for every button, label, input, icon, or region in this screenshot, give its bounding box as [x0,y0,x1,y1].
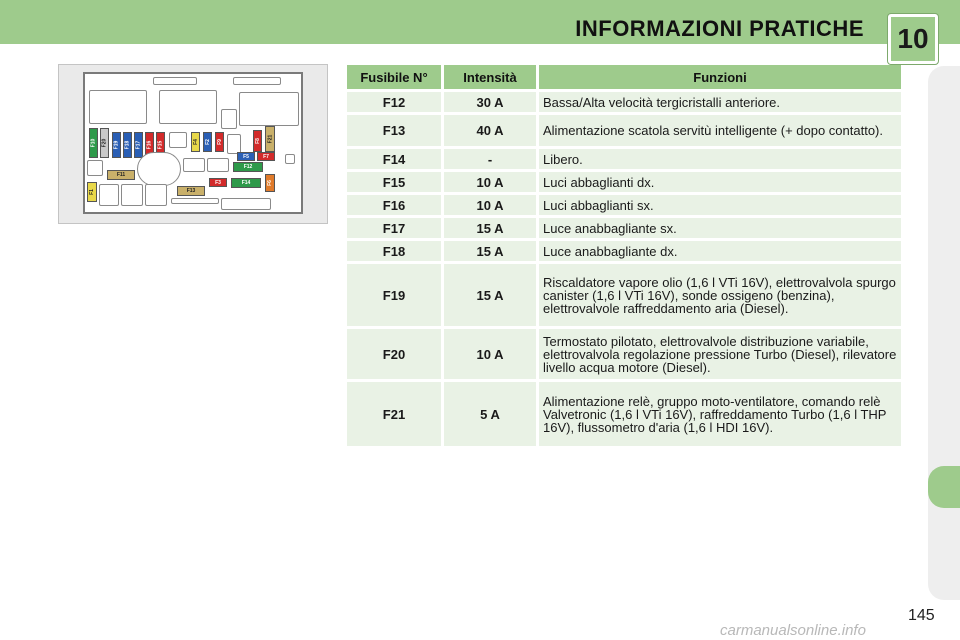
cell-function: Luce anabbagliante sx. [539,218,901,238]
header-amperage: Intensità [444,65,536,89]
table-row [347,218,901,238]
cell-fuse: F14 [347,149,441,169]
cell-fuse: F16 [347,195,441,215]
diagram-slot [169,132,187,148]
diagram-relay [89,90,147,124]
table-row [347,241,901,261]
diagram-slot [221,198,271,210]
side-chapter-tab[interactable] [928,466,960,508]
fuse-f15: F15 [156,132,165,158]
diagram-slot [99,184,119,206]
diagram-slot [87,160,103,176]
cell-fuse: F21 [347,382,441,446]
cell-function: Libero. [539,149,901,169]
fuse-f18: F18 [123,132,132,158]
fuse-f1: F1 [87,182,97,202]
diagram-slot [233,77,281,85]
fuse-f16: F16 [145,132,154,158]
header-functions: Funzioni [539,65,901,89]
fuse-table [344,62,904,449]
diagram-slot [227,134,241,154]
fuse-f6: F6 [265,174,275,192]
cell-fuse: F15 [347,172,441,192]
cell-fuse: F20 [347,329,441,379]
cell-fuse: F18 [347,241,441,261]
cell-amperage: 30 A [444,92,536,112]
chapter-badge: 10 [888,14,938,64]
cell-fuse: F19 [347,264,441,326]
fuse-f2: F2 [203,132,212,152]
diagram-relay [221,109,237,129]
cell-amperage: 10 A [444,329,536,379]
table-row [347,149,901,169]
diagram-relay [239,92,299,126]
cell-amperage: 15 A [444,218,536,238]
page-title: INFORMAZIONI PRATICHE [575,16,864,41]
cell-fuse: F13 [347,115,441,146]
fuse-f4: F4 [191,132,200,152]
diagram-slot [145,184,167,206]
diagram-slot [153,77,197,85]
cell-amperage: 5 A [444,382,536,446]
cell-amperage: - [444,149,536,169]
diagram-slot [121,184,143,206]
fuse-f13: F13 [177,186,205,196]
diagram-slot [171,198,219,204]
table-row [347,329,901,379]
header-fuse-number: Fusibile N° [347,65,441,89]
diagram-slot [207,158,229,172]
cell-function: Alimentazione scatola servitù intelligente (+ dopo contatto). [539,115,901,146]
fuse-f8: F8 [253,130,262,152]
diagram-slot [183,158,205,172]
fuse-f21: F21 [265,126,275,152]
cell-function: Bassa/Alta velocità tergicristalli anteriore. [539,92,901,112]
fuse-f7: F7 [257,152,275,161]
fuse-box-outline [83,72,303,214]
cell-function: Alimentazione relè, gruppo moto-ventilatore, comando relè Valvetronic (1,6 l VTi 16V), raffreddamento Turbo (1,6 l THP 16V), flussometro d'aria (1,6 l HDI 16V). [539,382,901,446]
fuse-f14: F14 [231,178,261,188]
fuse-f10: F10 [89,128,98,158]
diagram-round-relay [137,152,181,186]
cell-fuse: F17 [347,218,441,238]
fuse-f9: F9 [215,132,224,152]
cell-amperage: 15 A [444,264,536,326]
table-row [347,115,901,146]
fuse-f19: F19 [112,132,121,158]
table-row [347,264,901,326]
fuse-f5: F5 [237,152,255,161]
cell-function: Luci abbaglianti sx. [539,195,901,215]
cell-amperage: 10 A [444,172,536,192]
cell-amperage: 40 A [444,115,536,146]
side-rail [928,66,960,600]
table-row [347,92,901,112]
fuse-f11: F11 [107,170,135,180]
table-header-row [347,65,901,89]
fuse-f12: F12 [233,162,263,172]
cell-function: Riscaldatore vapore olio (1,6 l VTi 16V), elettrovalvola spurgo canister (1,6 l VTi 16V), sonde ossigeno (benzina), elettrovalvole raffreddamento aria (Diesel). [539,264,901,326]
page-number: 145 [908,607,935,624]
cell-function: Luci abbaglianti dx. [539,172,901,192]
watermark: carmanualsonline.info [720,622,866,639]
cell-amperage: 10 A [444,195,536,215]
diagram-relay [159,90,217,124]
table-row [347,172,901,192]
diagram-slot [285,154,295,164]
fuse-f17: F17 [134,132,143,158]
fuse-f3: F3 [209,178,227,187]
fuse-box-diagram [58,64,328,224]
cell-amperage: 15 A [444,241,536,261]
cell-function: Termostato pilotato, elettrovalvole distribuzione variabile, elettrovalvola regolazione pressione Turbo (Diesel), rilevatore livello acqua motore (Diesel). [539,329,901,379]
cell-fuse: F12 [347,92,441,112]
fuse-f20: F20 [100,128,109,158]
table-row [347,382,901,446]
cell-function: Luce anabbagliante dx. [539,241,901,261]
table-row [347,195,901,215]
